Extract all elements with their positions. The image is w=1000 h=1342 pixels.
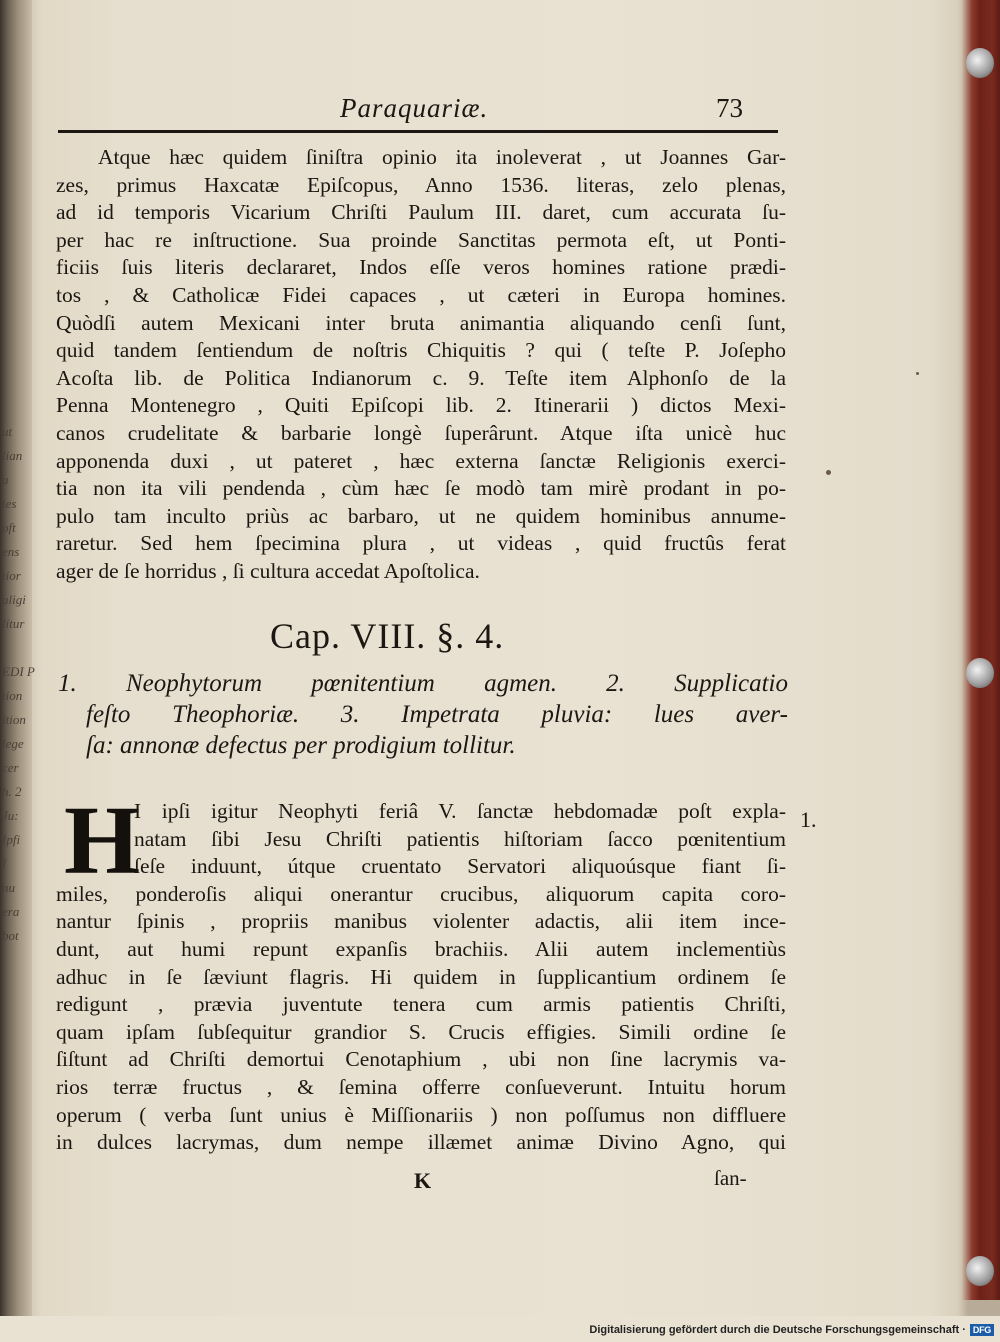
page-clip-icon — [966, 48, 994, 78]
text-line: miles, ponderoſis aliqui onerantur crucibus, aliquorum capita coro- — [56, 881, 786, 906]
text-line: redigunt , prævia juventute tenera cum armis patientis Chriſti, — [56, 992, 786, 1017]
text-line: ad id temporis Vicarium Chriſti Paulum III. daret, cum accurata ſu- — [56, 200, 786, 225]
text-line: adhuc in ſe ſæviunt flagris. Hi quidem in ſupplicantium ordinem ſe — [56, 964, 786, 989]
ink-speck — [916, 372, 919, 375]
ink-speck — [826, 470, 831, 475]
text-line: Quòdſi autem Mexicani inter bruta animantia aliquando cenſi ſunt, — [56, 310, 786, 335]
text-line: canos crudelitate & barbarie longè ſuperârunt. Atque iſta unicè huc — [56, 420, 786, 445]
adjacent-page-fragments: ut lian a tes oft ens tior aligi litur EDI tion ltion lege cer h. 2 Ju: Ipfi I nu era bot — [2, 424, 26, 943]
credit-bar — [0, 1316, 1000, 1342]
text-line: ficiis ſuis literis declararet, Indos eſſe veros homines ratione prædi- — [56, 255, 786, 280]
text-line: quid tandem ſentiendum de noſtris Chiquitis ? qui ( teſte P. Joſepho — [56, 338, 786, 363]
chapter-summary — [58, 668, 788, 761]
text-line: in dulces lacrymas, dum nempe illæmet animæ Divino Agno, qui — [56, 1130, 786, 1155]
running-title: Paraquariæ. — [340, 93, 489, 123]
summary-line: feſto Theophoriæ. 3. Impetrata pluvia: lues aver- — [86, 701, 788, 728]
text-line: dunt, aut humi repunt expanſis brachiis. Alii autem inclementiùs — [56, 936, 786, 961]
text-line: Penna Montenegro , Quiti Epiſcopi lib. 2. Itinerarii ) dictos Mexi- — [56, 393, 786, 418]
running-head — [58, 93, 788, 139]
text-line: operum ( verba ſunt unius è Miſſionariis ) non poſſumus non diffluere — [56, 1102, 786, 1127]
text-line: ſeſe induunt, útque cruentato Servatori aliquoúsque fiant ſi- — [134, 854, 786, 879]
marginal-number: 1. — [800, 807, 817, 832]
signature-mark: K — [414, 1168, 432, 1193]
text-line: natam ſibi Jesu Chriſti patientis hiſtoriam ſacco pœnitentium — [134, 826, 786, 851]
text-line: Acoſta lib. de Politica Indianorum c. 9. Teſte item Alphonſo de la — [56, 365, 786, 390]
paragraph-continuation — [56, 144, 786, 586]
page-clip-icon — [966, 658, 994, 688]
credit-text: Digitalisierung gefördert durch die Deutsche Forschungsgemeinschaft · — [589, 1324, 966, 1336]
dfg-logo-icon: DFG — [970, 1324, 994, 1336]
text-line: nantur ſpinis , propriis manibus violenter adactis, alii item ince- — [56, 909, 786, 934]
catchword: ſan- — [714, 1166, 747, 1190]
text-line: I ipſi igitur Neophyti feriâ V. ſanctæ hebdomadæ poſt expla- — [134, 799, 786, 823]
book-cover-edge — [962, 0, 1000, 1300]
text-line: apponenda duxi , ut pateret , hæc externa ſanctæ Religionis exerci- — [56, 448, 786, 473]
drop-capital: H — [64, 787, 141, 895]
digitization-credit — [589, 1324, 994, 1336]
header-rule — [58, 130, 778, 133]
text-line: pulo tam inculto priùs ac barbaro, ut ne quidem hominibus annume- — [56, 503, 786, 528]
page-clip-icon — [966, 1256, 994, 1286]
text-line: Atque hæc quidem ſiniſtra opinio ita inoleverat , ut Joannes Gar- — [98, 145, 786, 169]
summary-line: 1. Neophytorum pœnitentium agmen. 2. Supplicatio — [58, 670, 788, 697]
chapter-heading: Cap. VIII. §. 4. — [270, 616, 505, 656]
paragraph-main — [56, 787, 786, 1157]
text-line: tia non ita vili pendenda , cùm hæc ſe modò tam mirè prodant in po- — [56, 476, 786, 501]
text-line: ſiſtunt ad Chriſti demortui Cenotaphium , ubi non ſine lacrymis va- — [56, 1047, 786, 1072]
text-line: quam ipſam ſubſequitur grandior S. Crucis effigies. Simili ordine ſe — [56, 1019, 786, 1044]
text-line: rios terræ fructus , & ſemina offerre conſueverunt. Intuitu horum — [56, 1074, 786, 1099]
page-number: 73 — [716, 93, 743, 123]
summary-line: ſa: annonæ defectus per prodigium tollitur. — [86, 732, 516, 759]
text-line: zes, primus Haxcatæ Epiſcopus, Anno 1536. literas, zelo plenas, — [56, 172, 786, 197]
text-line: tos , & Catholicæ Fidei capaces , ut cæteri in Europa homines. — [56, 282, 786, 307]
text-line: raretur. Sed hem ſpecimina plura , ut videas , quid fructûs ferat — [56, 531, 786, 556]
text-line: per hac re inſtructione. Sua proinde Sanctitas permota eſt, ut Ponti- — [56, 227, 786, 252]
text-line-last: ager de ſe horridus , ſi cultura accedat Apoſtolica. — [56, 558, 480, 583]
